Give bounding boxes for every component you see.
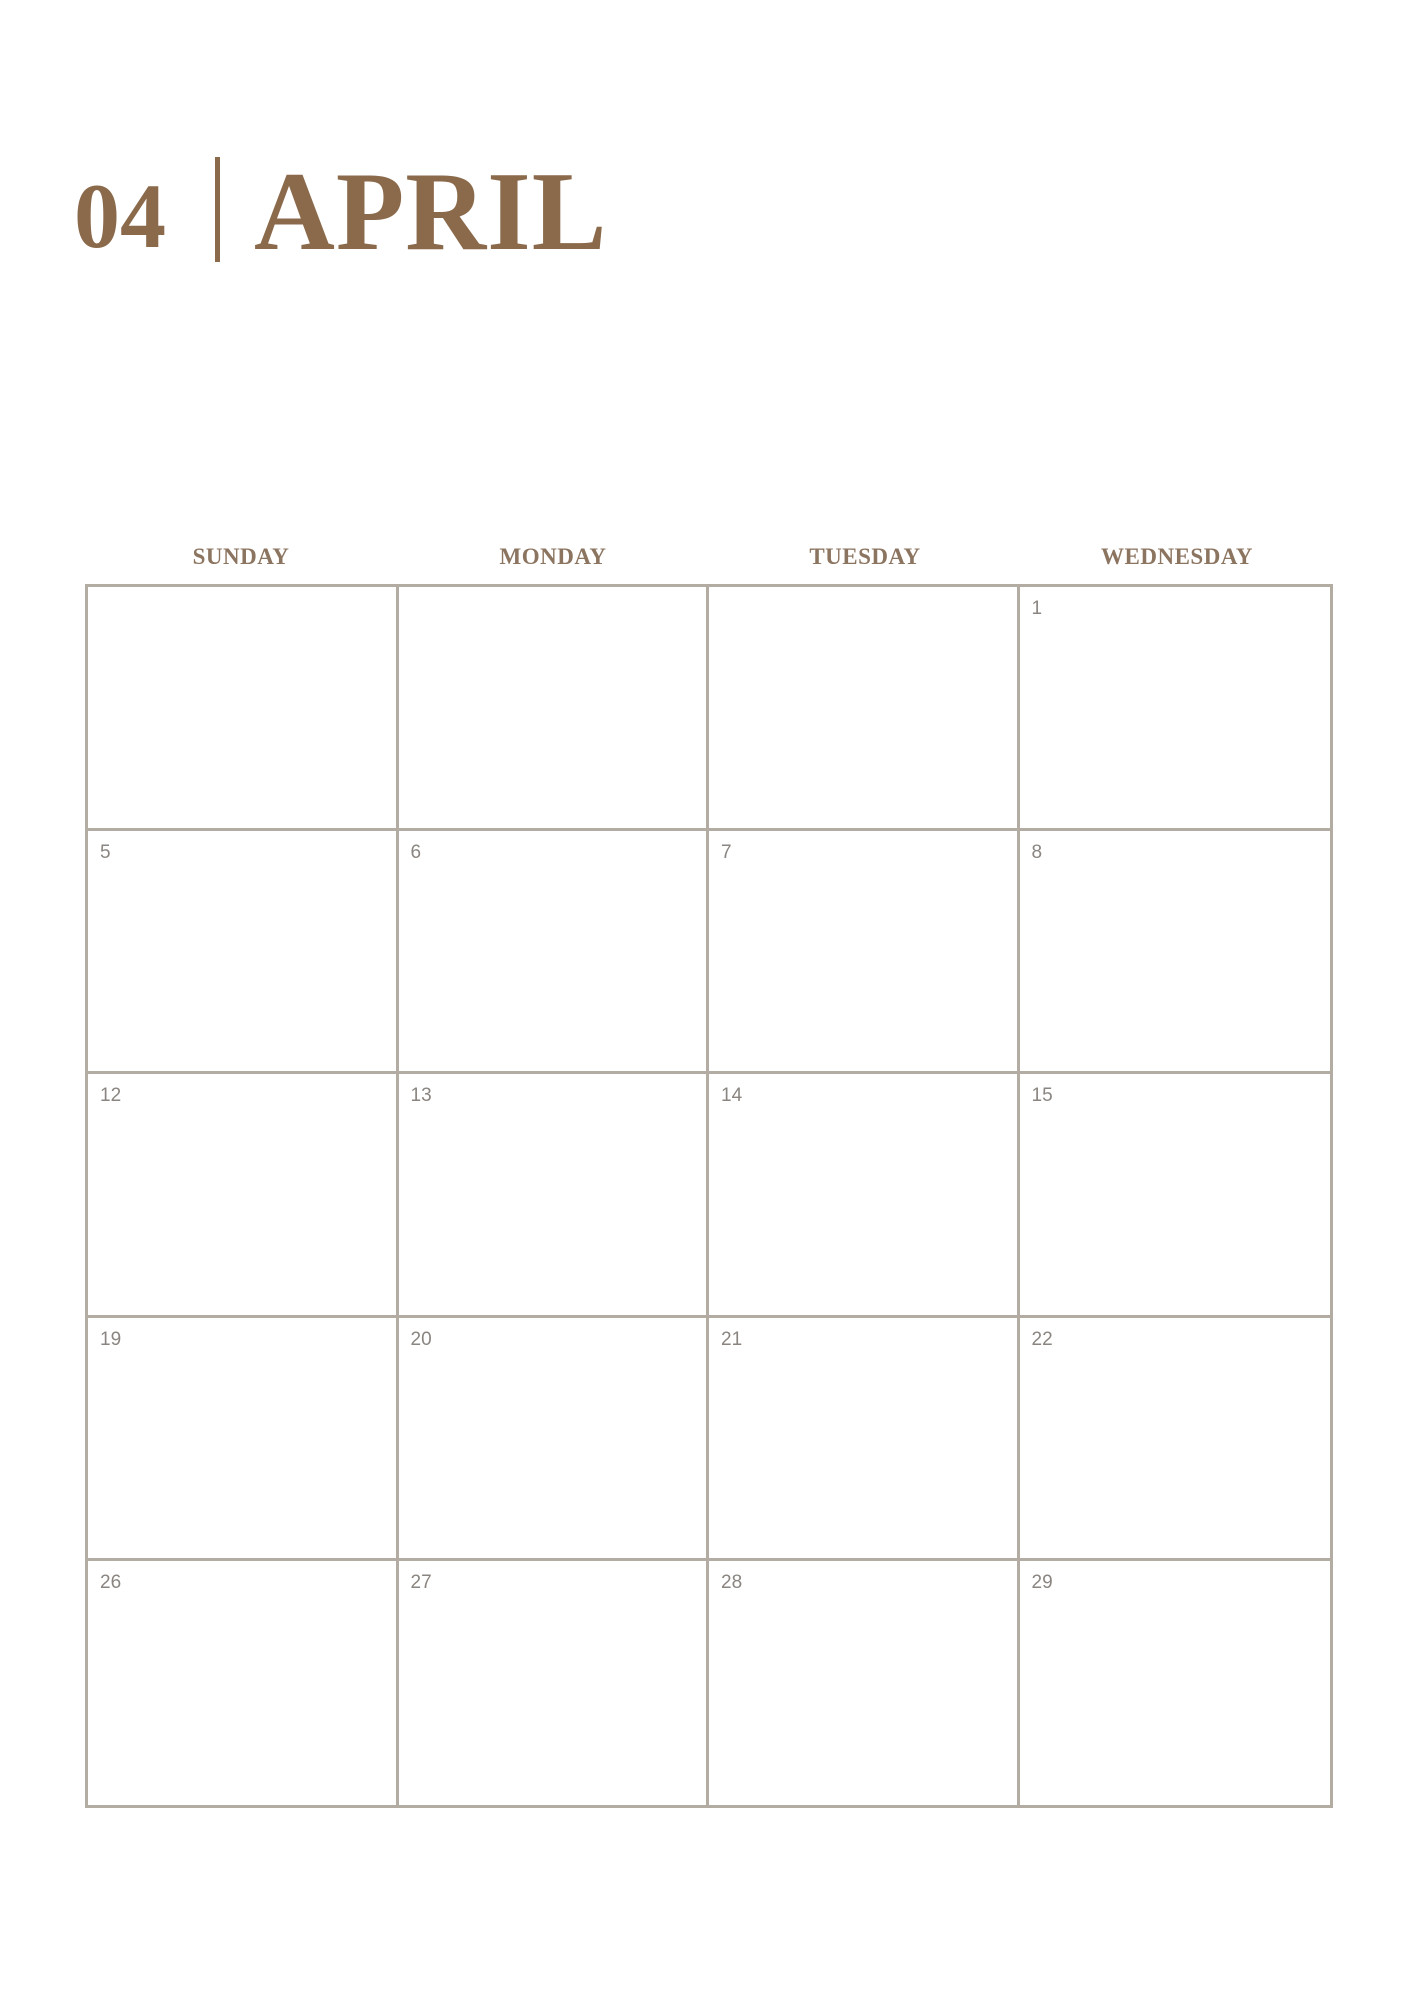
day-cell[interactable] xyxy=(88,1074,399,1318)
day-number: 1 xyxy=(1031,598,1043,619)
weekday-header-row xyxy=(85,540,1333,574)
month-name: APRIL xyxy=(254,150,608,274)
day-cell[interactable] xyxy=(1020,831,1331,1075)
day-cell[interactable] xyxy=(709,831,1020,1075)
day-cell[interactable] xyxy=(399,831,710,1075)
day-cell[interactable] xyxy=(1020,1318,1331,1562)
day-number: 20 xyxy=(410,1328,432,1350)
day-cell[interactable] xyxy=(1020,587,1331,831)
day-number: 13 xyxy=(410,1085,432,1107)
day-cell[interactable] xyxy=(399,587,710,831)
day-cell[interactable] xyxy=(88,1561,399,1805)
day-number: 27 xyxy=(410,1572,432,1594)
day-cell[interactable] xyxy=(709,587,1020,831)
weekday-sunday: SUNDAY xyxy=(192,544,290,569)
day-cell[interactable] xyxy=(709,1074,1020,1318)
weekday-tuesday: TUESDAY xyxy=(809,544,921,569)
day-number: 12 xyxy=(100,1085,122,1107)
header-divider xyxy=(215,157,220,262)
day-number: 6 xyxy=(410,841,422,863)
day-cell[interactable] xyxy=(1020,1074,1331,1318)
day-cell[interactable] xyxy=(88,587,399,831)
day-cell[interactable] xyxy=(399,1561,710,1805)
day-number: 8 xyxy=(1031,841,1043,863)
day-cell[interactable] xyxy=(88,831,399,1075)
day-cell[interactable] xyxy=(88,1318,399,1562)
day-cell[interactable] xyxy=(709,1561,1020,1805)
weekday-monday: MONDAY xyxy=(499,544,607,569)
day-cell[interactable] xyxy=(399,1074,710,1318)
month-number: 04 xyxy=(74,165,166,267)
day-number: 22 xyxy=(1031,1328,1053,1350)
day-number: 7 xyxy=(721,841,732,863)
day-number: 26 xyxy=(100,1572,122,1594)
day-number: 5 xyxy=(100,841,111,863)
day-number: 28 xyxy=(721,1572,743,1594)
day-cell[interactable] xyxy=(1020,1561,1331,1805)
day-number: 15 xyxy=(1031,1085,1053,1107)
weekday-wednesday: WEDNESDAY xyxy=(1101,544,1253,569)
day-cell[interactable] xyxy=(709,1318,1020,1562)
day-cell[interactable] xyxy=(399,1318,710,1562)
calendar-grid xyxy=(85,584,1333,1808)
day-number: 29 xyxy=(1031,1572,1053,1594)
day-number: 19 xyxy=(100,1328,122,1350)
day-number: 21 xyxy=(721,1328,743,1350)
day-number: 14 xyxy=(721,1085,743,1107)
